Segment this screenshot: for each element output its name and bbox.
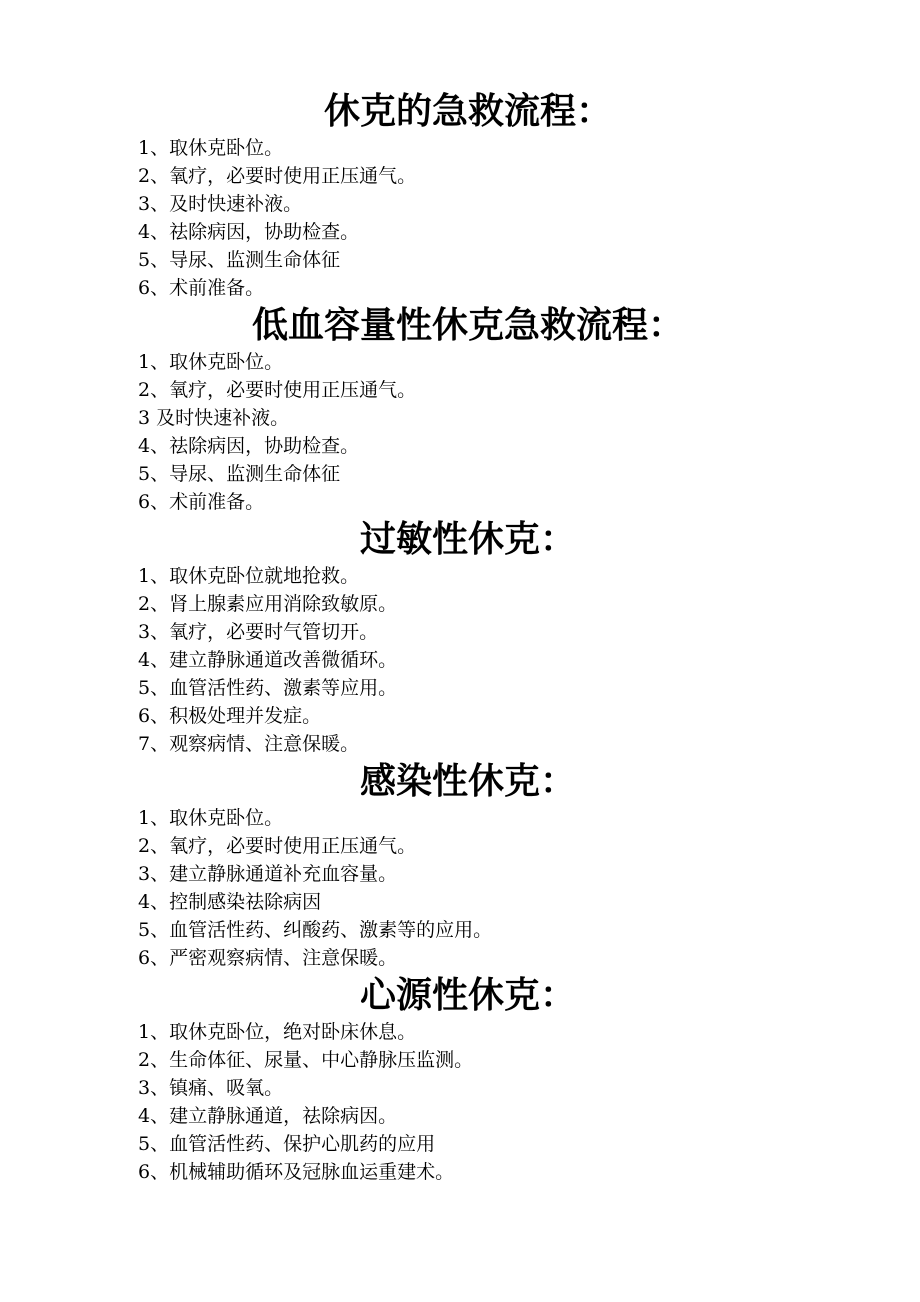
list-item: 2、氧疗，必要时使用正压通气。 [138,835,417,857]
section-title: 感染性休克： [359,760,576,802]
list-item: 2、氧疗，必要时使用正压通气。 [138,379,417,401]
list-item: 6、积极处理并发症。 [138,705,322,727]
list-item: 6、机械辅助循环及冠脉血运重建术。 [138,1161,455,1183]
list-item: 5、血管活性药、保护心肌药的应用 [138,1133,436,1155]
list-item: 3 及时快速补液。 [138,407,290,429]
list-item: 4、控制感染祛除病因 [138,891,322,913]
list-item: 6、严密观察病情、注意保暖。 [138,947,398,969]
list-item: 1、取休克卧位。 [138,351,284,373]
list-item: 1、取休克卧位。 [138,807,284,829]
list-item: 1、取休克卧位。 [138,137,284,159]
list-item: 4、祛除病因，协助检查。 [138,221,360,243]
list-item: 3、镇痛、吸氧。 [138,1077,284,1099]
step-list [0,1018,920,1186]
list-item: 1、取休克卧位，绝对卧床休息。 [138,1021,417,1043]
list-item: 3、及时快速补液。 [138,193,303,215]
section-shock-first-aid [0,88,920,302]
list-item: 6、术前准备。 [138,277,265,299]
list-item: 1、取休克卧位就地抢救。 [138,565,360,587]
list-item: 4、建立静脉通道改善微循环。 [138,649,398,671]
section-title: 休克的急救流程： [323,90,612,132]
step-list [0,562,920,758]
section-title: 心源性休克： [359,974,576,1016]
list-item: 7、观察病情、注意保暖。 [138,733,360,755]
list-item: 4、祛除病因，协助检查。 [138,435,360,457]
step-list [0,348,920,516]
list-item: 6、术前准备。 [138,491,265,513]
section-anaphylactic-shock [0,516,920,758]
document-page [0,88,920,1186]
list-item: 5、导尿、监测生命体征 [138,249,341,271]
step-list [0,804,920,972]
section-septic-shock [0,758,920,972]
list-item: 3、氧疗，必要时气管切开。 [138,621,379,643]
list-item: 2、生命体征、尿量、中心静脉压监测。 [138,1049,474,1071]
list-item: 4、建立静脉通道，祛除病因。 [138,1105,398,1127]
list-item: 5、导尿、监测生命体征 [138,463,341,485]
step-list [0,134,920,302]
list-item: 2、肾上腺素应用消除致敏原。 [138,593,398,615]
list-item: 3、建立静脉通道补充血容量。 [138,863,398,885]
section-title: 过敏性休克： [359,518,576,560]
section-hypovolemic-shock [0,302,920,516]
list-item: 5、血管活性药、纠酸药、激素等的应用。 [138,919,493,941]
section-cardiogenic-shock [0,972,920,1186]
section-title: 低血容量性休克急救流程： [251,304,684,346]
list-item: 2、氧疗，必要时使用正压通气。 [138,165,417,187]
list-item: 5、血管活性药、激素等应用。 [138,677,398,699]
